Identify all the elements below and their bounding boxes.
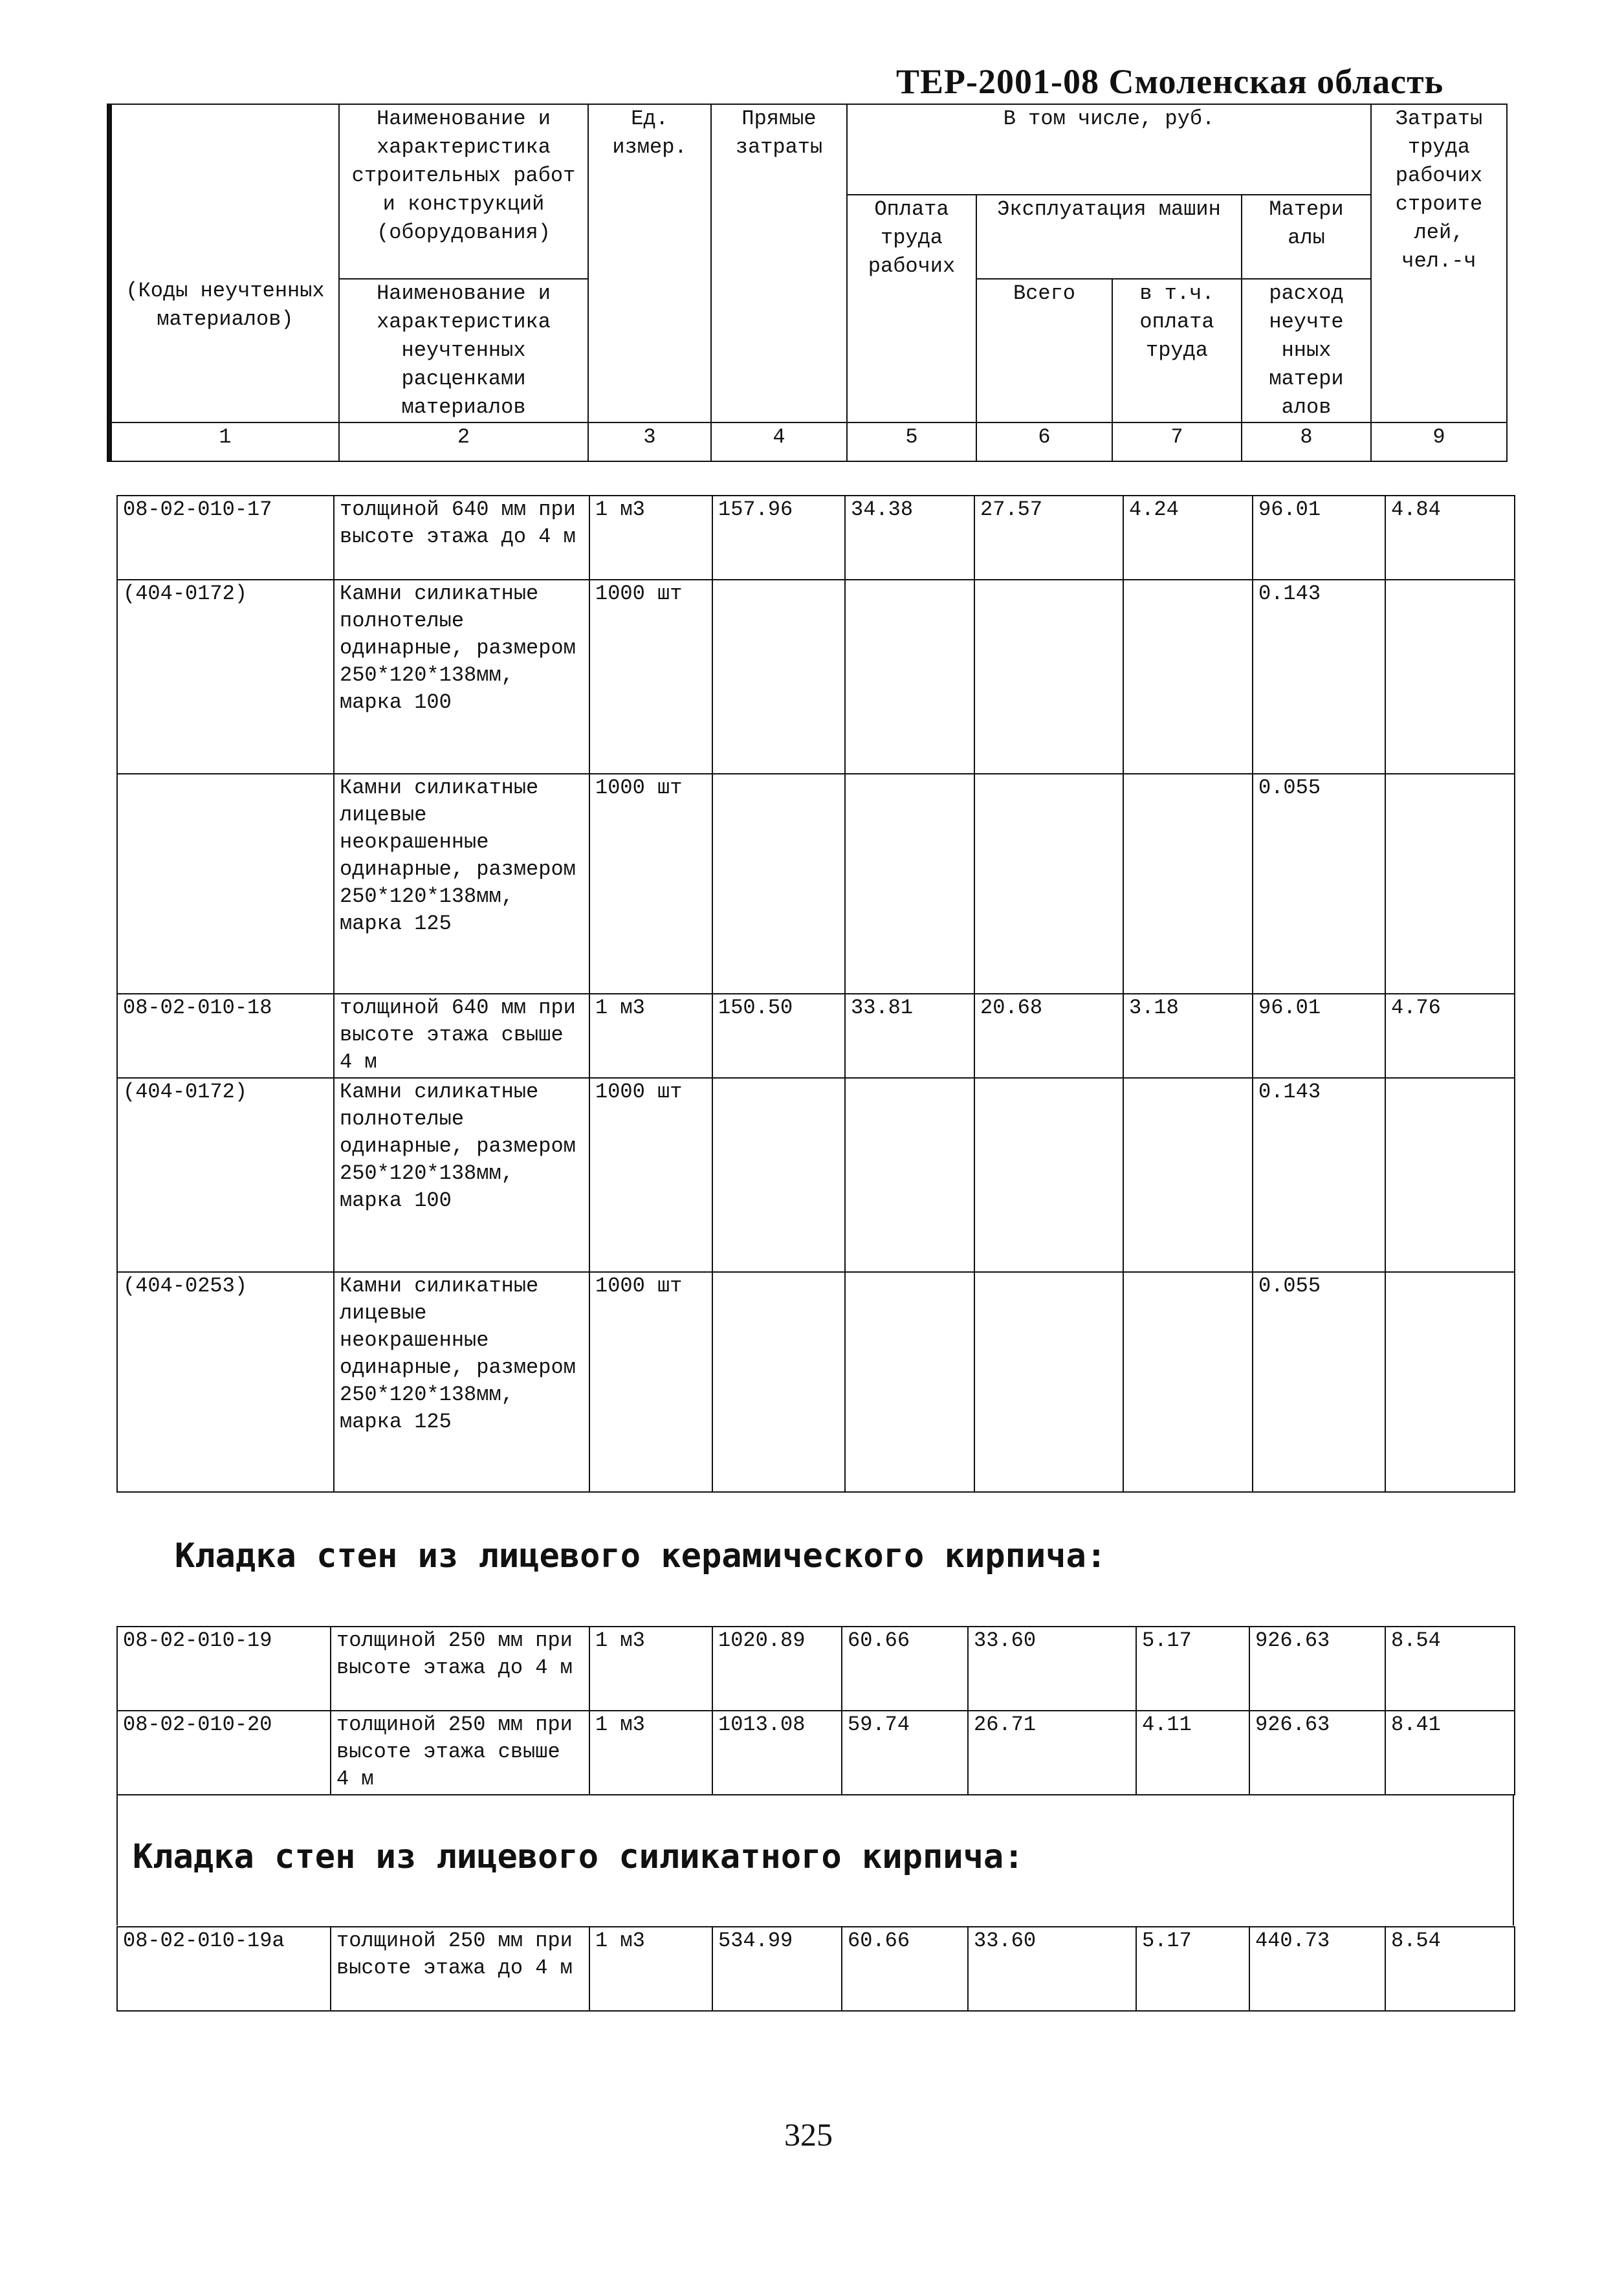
- section-heading-ceramic: Кладка стен из лицевого керамического кирпича:: [175, 1537, 1107, 1575]
- column-number: 9: [1371, 422, 1507, 461]
- column-number: 3: [588, 422, 711, 461]
- header-labor-hours: Затраты труда рабочих строите лей, чел.-ч: [1371, 104, 1507, 422]
- row-machine-labor: 5.17: [1136, 1627, 1249, 1711]
- row-materials: 0.143: [1253, 580, 1385, 774]
- row-machines: 33.60: [968, 1627, 1136, 1711]
- row-name: толщиной 250 мм при высоте этажа до 4 м: [331, 1627, 589, 1711]
- table-row: [117, 1078, 1515, 1272]
- header-unit: Ед. измер.: [588, 104, 711, 422]
- header-name-top: Наименование и характеристика строительных работ и конструкций (оборудования): [339, 104, 588, 279]
- row-name: Камни силикатные полнотелые одинарные, размером 250*120*138мм, марка 100: [334, 1078, 589, 1272]
- row-machine-labor: [1123, 580, 1253, 774]
- row-direct: [712, 580, 845, 774]
- row-name: Камни силикатные полнотелые одинарные, размером 250*120*138мм, марка 100: [334, 580, 589, 774]
- row-name: Камни силикатные лицевые неокрашенные одинарные, размером 250*120*138мм, марка 125: [334, 1272, 589, 1492]
- row-direct: 150.50: [712, 994, 845, 1078]
- row-code: (404-0172): [117, 1078, 334, 1272]
- row-labor: 59.74: [842, 1711, 968, 1795]
- row-materials: 96.01: [1253, 994, 1385, 1078]
- header-materials-bottom: расход неучте нных матери алов: [1242, 279, 1371, 422]
- table-row: [117, 994, 1515, 1078]
- row-hours: 4.84: [1385, 496, 1515, 580]
- row-machine-labor: [1123, 1078, 1253, 1272]
- row-labor: [845, 774, 974, 994]
- row-materials: 96.01: [1253, 496, 1385, 580]
- row-materials: 926.63: [1249, 1627, 1385, 1711]
- row-hours: 8.41: [1385, 1711, 1515, 1795]
- row-hours: 4.76: [1385, 994, 1515, 1078]
- row-machines: 20.68: [974, 994, 1123, 1078]
- table-row: [117, 1927, 1515, 2011]
- column-number: 1: [109, 422, 339, 461]
- row-unit: 1 м3: [589, 1627, 712, 1711]
- table-row: [117, 1711, 1515, 1795]
- row-materials: 926.63: [1249, 1711, 1385, 1795]
- header-name-bottom: Наименование и характеристика неучтенных расценками материалов: [339, 279, 588, 422]
- row-machines: 27.57: [974, 496, 1123, 580]
- table-row: [117, 1272, 1515, 1492]
- row-labor: 60.66: [842, 1927, 968, 2011]
- row-hours: [1385, 1272, 1515, 1492]
- row-machines: [974, 580, 1123, 774]
- row-machines: [974, 774, 1123, 994]
- page-number: 325: [784, 2116, 833, 2153]
- row-materials: 0.055: [1253, 774, 1385, 994]
- header-codes: [109, 104, 339, 422]
- row-unit: 1 м3: [589, 496, 712, 580]
- row-machines: [974, 1078, 1123, 1272]
- row-unit: 1 м3: [589, 1711, 712, 1795]
- row-unit: 1000 шт: [589, 1272, 712, 1492]
- header-materials-top: Матери алы: [1242, 195, 1371, 279]
- row-direct: [712, 1272, 845, 1492]
- row-materials: 0.055: [1253, 1272, 1385, 1492]
- column-number: 4: [711, 422, 847, 461]
- row-machines: [974, 1272, 1123, 1492]
- table-row: [117, 496, 1515, 580]
- row-machine-labor: [1123, 1272, 1253, 1492]
- row-unit: 1000 шт: [589, 1078, 712, 1272]
- row-direct: 534.99: [712, 1927, 842, 2011]
- row-machine-labor: 4.24: [1123, 496, 1253, 580]
- row-code: 08-02-010-17: [117, 496, 334, 580]
- row-name: Камни силикатные лицевые неокрашенные одинарные, размером 250*120*138мм, марка 125: [334, 774, 589, 994]
- row-unit: 1 м3: [589, 1927, 712, 2011]
- header-codes-label: (Коды неучтенных материалов): [126, 279, 325, 331]
- row-hours: [1385, 774, 1515, 994]
- column-number: 5: [847, 422, 976, 461]
- row-materials: 0.143: [1253, 1078, 1385, 1272]
- column-number: 2: [339, 422, 588, 461]
- row-hours: [1385, 580, 1515, 774]
- row-name: толщиной 250 мм при высоте этажа до 4 м: [331, 1927, 589, 2011]
- row-code: [117, 774, 334, 994]
- row-code: 08-02-010-20: [117, 1711, 331, 1795]
- column-number: 8: [1242, 422, 1371, 461]
- row-direct: 157.96: [712, 496, 845, 580]
- row-machines: 26.71: [968, 1711, 1136, 1795]
- row-name: толщиной 640 мм при высоте этажа свыше 4 м: [334, 994, 589, 1078]
- row-unit: 1000 шт: [589, 580, 712, 774]
- row-name: толщиной 250 мм при высоте этажа свыше 4 м: [331, 1711, 589, 1795]
- row-hours: 8.54: [1385, 1927, 1515, 2011]
- row-hours: [1385, 1078, 1515, 1272]
- row-materials: 440.73: [1249, 1927, 1385, 2011]
- row-code: 08-02-010-19а: [117, 1927, 331, 2011]
- section-heading-silicate: Кладка стен из лицевого силикатного кирпича:: [133, 1838, 1024, 1876]
- header-machines-group: Эксплуатация машин: [976, 195, 1242, 279]
- row-unit: 1 м3: [589, 994, 712, 1078]
- row-machine-labor: 5.17: [1136, 1927, 1249, 2011]
- header-machines-labor: в т.ч. оплата труда: [1112, 279, 1242, 422]
- column-header-table: [107, 104, 1508, 462]
- row-code: (404-0172): [117, 580, 334, 774]
- row-labor: [845, 1272, 974, 1492]
- table-row: [117, 580, 1515, 774]
- row-code: (404-0253): [117, 1272, 334, 1492]
- header-labor-pay: Оплата труда рабочих: [847, 195, 976, 422]
- row-direct: [712, 774, 845, 994]
- row-direct: 1013.08: [712, 1711, 842, 1795]
- row-hours: 8.54: [1385, 1627, 1515, 1711]
- row-name: толщиной 640 мм при высоте этажа до 4 м: [334, 496, 589, 580]
- row-labor: [845, 580, 974, 774]
- row-machines: 33.60: [968, 1927, 1136, 2011]
- row-direct: 1020.89: [712, 1627, 842, 1711]
- row-direct: [712, 1078, 845, 1272]
- column-number: 6: [976, 422, 1112, 461]
- header-including-group: В том числе, руб.: [847, 104, 1371, 195]
- header-machines-total: Всего: [976, 279, 1112, 422]
- row-code: 08-02-010-18: [117, 994, 334, 1078]
- row-labor: 34.38: [845, 496, 974, 580]
- row-machine-labor: 3.18: [1123, 994, 1253, 1078]
- row-machine-labor: 4.11: [1136, 1711, 1249, 1795]
- row-code: 08-02-010-19: [117, 1627, 331, 1711]
- table-row: [117, 774, 1515, 994]
- column-number: 7: [1112, 422, 1242, 461]
- rates-table-ceramic: [116, 1626, 1515, 1795]
- document-title: ТЕР-2001-08 Смоленская область: [896, 62, 1444, 101]
- row-labor: 60.66: [842, 1627, 968, 1711]
- table-row: [117, 1627, 1515, 1711]
- header-direct-costs: Прямые затраты: [711, 104, 847, 422]
- rates-table-silicate-250: [116, 1926, 1515, 2012]
- row-labor: 33.81: [845, 994, 974, 1078]
- row-machine-labor: [1123, 774, 1253, 994]
- row-labor: [845, 1078, 974, 1272]
- row-unit: 1000 шт: [589, 774, 712, 994]
- rates-table-silicate-640: [116, 495, 1515, 1493]
